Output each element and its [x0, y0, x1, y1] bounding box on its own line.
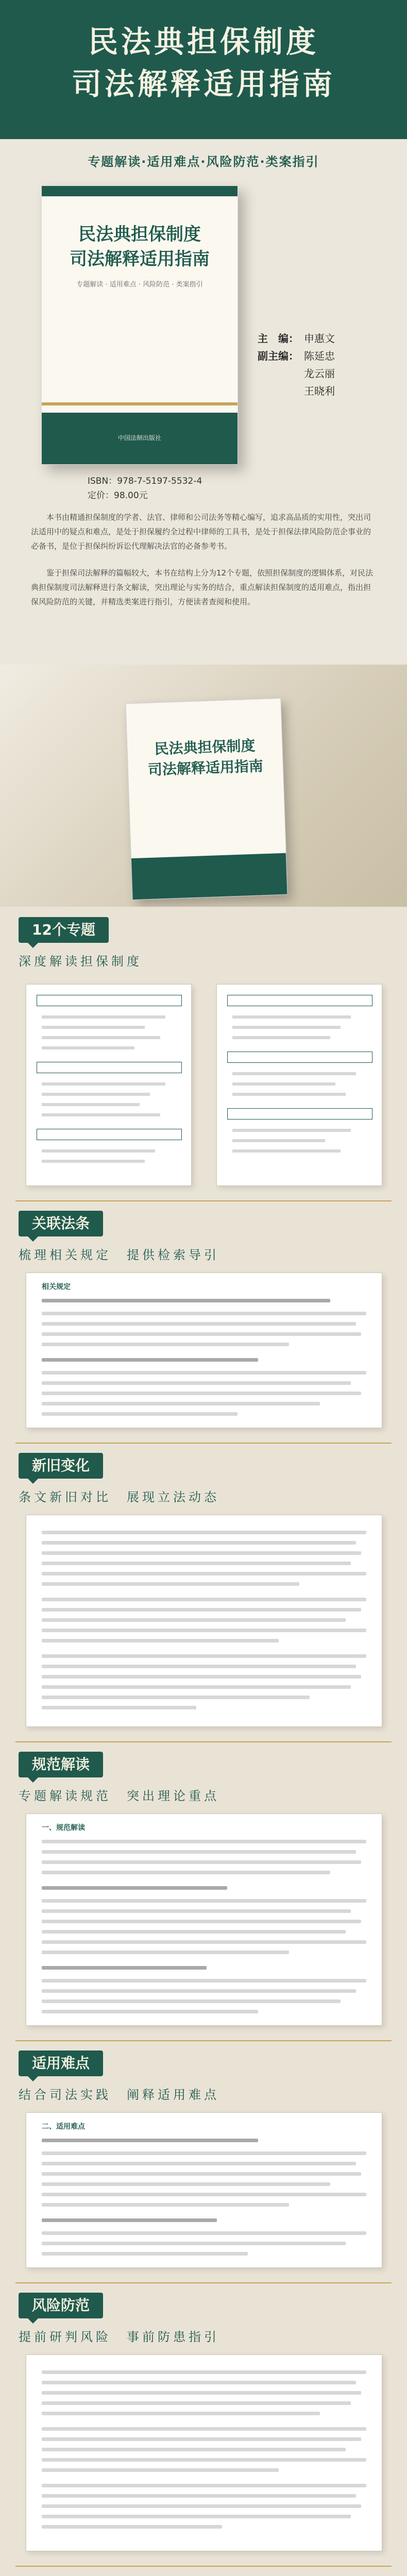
- toc-chapter-box: [227, 1052, 372, 1063]
- cover-top-band: [42, 186, 238, 196]
- section-subtitle: 条文新旧对比 展现立法动态: [19, 1490, 219, 1504]
- isbn: ISBN：978-7-5197-5532-4: [88, 476, 202, 486]
- toc-page-right: [216, 984, 382, 1186]
- title-line-1: 民法典担保制度: [88, 24, 319, 59]
- photo-book-band: [131, 853, 287, 900]
- author-row: 主 编： 申惠文: [258, 332, 335, 345]
- intro-paragraph: 本书由精通担保制度的学者、法官、律师和公司法务等精心编写，追求高品质的实用性，突出司法适用中的疑点和难点，是处于担保履约全过程中律师的工具书，是处于担保法律风险防范企事业的必备书，是位于担保纠纷诉讼代理解决法官的必备参考书。: [31, 513, 371, 551]
- cover-stripe: [42, 402, 238, 405]
- section-subtitle: 结合司法实践 阐释适用难点: [19, 2088, 219, 2102]
- page-title: [0, 21, 407, 105]
- sample-page: [26, 1273, 382, 1428]
- section-related-laws: [0, 1200, 407, 1437]
- sample-page: [26, 1515, 382, 1727]
- book-cover: [41, 185, 238, 465]
- section-divider: [15, 1443, 392, 1444]
- cover-publisher: 中国法制出版社: [117, 434, 161, 442]
- sample-page: [26, 2112, 382, 2268]
- photo-book-title: 民法典担保制度 司法解释适用指南: [147, 737, 264, 778]
- section-tag: 风险防范: [19, 2293, 103, 2318]
- page-heading: 相关规定: [42, 1283, 71, 1291]
- toc-chapter-box: [37, 995, 182, 1006]
- page-heading: 二、适用难点: [42, 2123, 85, 2131]
- section-divider: [15, 1200, 392, 1201]
- title-line-2: 司法解释适用指南: [71, 66, 335, 101]
- section-topics: [0, 907, 407, 1195]
- price: 定价：98.00元: [88, 490, 148, 501]
- toc-chapter-box: [227, 995, 372, 1006]
- author-row: 王晓利: [304, 385, 335, 397]
- section-tag: 新旧变化: [19, 1453, 103, 1479]
- cover-subtitle: 专题解读 · 适用难点 · 风险防范 · 类案指引: [76, 281, 203, 289]
- isbn-info: [88, 474, 345, 503]
- cover-title: [52, 222, 227, 272]
- section-difficulties: [0, 2040, 407, 2277]
- section-changes: [0, 1443, 407, 1736]
- section-risk: [0, 2282, 407, 2561]
- cover-title-line-2: 司法解释适用指南: [70, 249, 210, 269]
- toc-chapter-box: [37, 1062, 182, 1073]
- section-tag: 规范解读: [19, 1752, 103, 1777]
- section-divider: [15, 2040, 392, 2041]
- sample-page: [26, 2354, 382, 2551]
- toc-chapter-box: [37, 1129, 182, 1140]
- section-subtitle: 深度解读担保制度: [19, 954, 142, 969]
- author-list: [258, 330, 392, 400]
- photo-book: [125, 698, 287, 900]
- section-divider: [15, 2566, 392, 2567]
- section-cases: [0, 2566, 407, 2576]
- toc-chapter-box: [227, 1108, 372, 1120]
- author-row: 龙云丽: [304, 367, 335, 380]
- cover-title-line-1: 民法典担保制度: [78, 224, 201, 245]
- intro-text: [31, 510, 376, 621]
- slogan: 专题解读·适用难点·风险防范·类案指引: [88, 155, 319, 169]
- toc-page-left: [26, 984, 192, 1186]
- sample-page: [26, 1814, 382, 2026]
- author-row: 副主编： 陈延忠: [258, 350, 335, 362]
- section-divider: [15, 2282, 392, 2283]
- section-subtitle: 专题解读规范 突出理论重点: [19, 1789, 219, 1803]
- section-subtitle: 提前研判风险 事前防患指引: [19, 2330, 219, 2344]
- section-tag: 适用难点: [19, 2050, 103, 2076]
- intro-paragraph: 鉴于担保司法解释的篇幅较大，本书在结构上分为12个专题，依照担保制度的逻辑体系，对民法典担保制度司法解释进行条文解读，突出理论与实务的结合，重点解读担保制度的适用难点，指出担保风险防范的关键，并精选类案进行指引，方便读者查阅和使用。: [31, 568, 374, 606]
- section-interpretation: [0, 1741, 407, 2035]
- section-divider: [15, 1741, 392, 1742]
- page-heading: 一、规范解读: [42, 1824, 85, 1832]
- section-tag: 12个专题: [19, 917, 109, 943]
- section-tag: 关联法条: [19, 1211, 103, 1236]
- section-subtitle: 梳理相关规定 提供检索导引: [19, 1248, 219, 1262]
- hero-section: [0, 0, 407, 665]
